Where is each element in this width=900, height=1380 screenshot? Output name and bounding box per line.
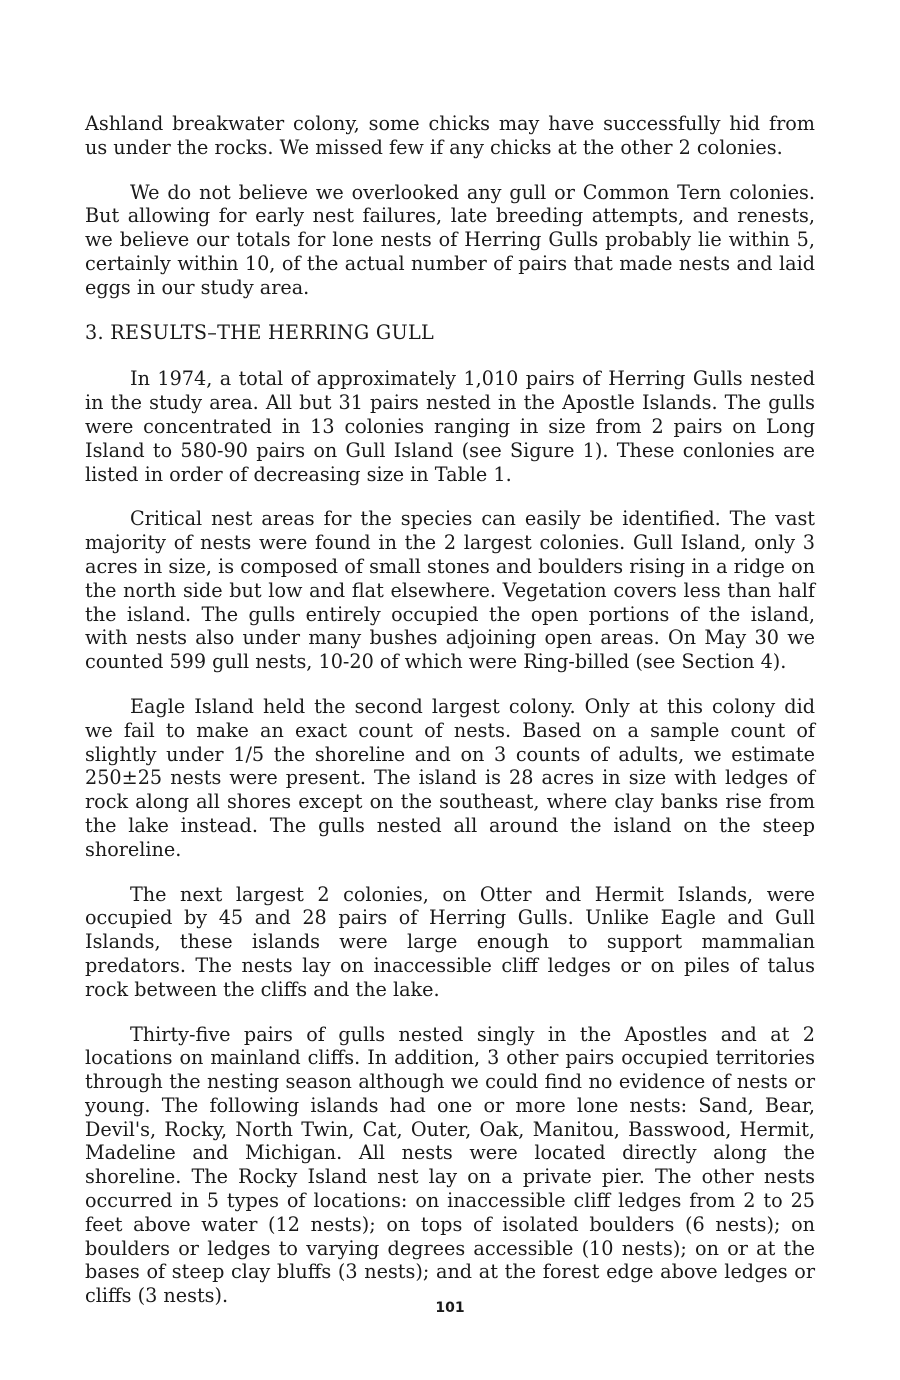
paragraph-2: We do not believe we overlooked any gull or Common Tern colonies. But allowing for early nest failures, late breeding attempts, and renests, we believe our totals for lone nests of Herring Gulls probably lie within 5, certainly within 10, of the actual number of pairs that made nests and laid eggs in our study area. <box>85 180 815 299</box>
paragraph-6: The next largest 2 colonies, on Otter and Hermit Islands, were occupied by 45 and 28 pairs of Herring Gulls. Unlike Eagle and Gull Islands, these islands were large enough to support mammalian predators. The nests lay on inaccessible cliff ledges or on piles of talus rock between the cliffs and the lake. <box>85 882 815 1001</box>
page-number: 101 <box>435 1300 465 1316</box>
paragraph-4: Critical nest areas for the species can easily be identified. The vast majority of nests were found in the 2 largest colonies. Gull Island, only 3 acres in size, is composed of small stones and boulders rising in a ridge on the north side but low and flat elsewhere. Vegetation covers less than half the island. The gulls entirely occupied the open portions of the island, with nests also under many bushes adjoining open areas. On May 30 we counted 599 gull nests, 10-20 of which were Ring-billed (see Section 4). <box>85 507 815 674</box>
paragraph-1: Ashland breakwater colony, some chicks may have successfully hid from us under the rocks. We missed few if any chicks at the other 2 colonies. <box>85 112 815 159</box>
paragraph-3: In 1974, a total of approximately 1,010 pairs of Herring Gulls nested in the study area. All but 31 pairs nested in the Apostle Islands. The gulls were concentrated in 13 colonies ranging in size from 2 pairs on Long Island to 580-90 pairs on Gull Island (see Sigure 1). These conlonies are listed in order of decreasing size in Table 1. <box>85 367 815 486</box>
paragraph-7: Thirty-five pairs of gulls nested singly in the Apostles and at 2 locations on mainland cliffs. In addition, 3 other pairs occupied territories through the nesting season although we could find no evidence of nests or young. The following islands had one or more lone nests: Sand, Bear, Devil's, Rocky, North Twin, Cat, Outer, Oak, Manitou, Basswood, Hermit, Madeline and Michigan. All nests were located directly along the shoreline. The Rocky Island nest lay on a private pier. The other nests occurred in 5 types of locations: on inaccessible cliff ledges from 2 to 25 feet above water (12 nests); on tops of isolated boulders (6 nests); on boulders or ledges to varying degrees accessible (10 nests); on or at the bases of steep clay bluffs (3 nests); and at the forest edge above ledges or cliffs (3 nests). <box>85 1022 815 1308</box>
section-heading: 3. RESULTS–THE HERRING GULL <box>85 320 435 344</box>
page-body <box>85 112 815 1329</box>
paragraph-5: Eagle Island held the second largest colony. Only at this colony did we fail to make an exact count of nests. Based on a sample count of slightly under 1/5 the shoreline and on 3 counts of adults, we estimate 250±25 nests were present. The island is 28 acres in size with ledges of rock along all shores except on the southeast, where clay banks rise from the lake instead. The gulls nested all around the island on the steep shoreline. <box>85 694 815 861</box>
